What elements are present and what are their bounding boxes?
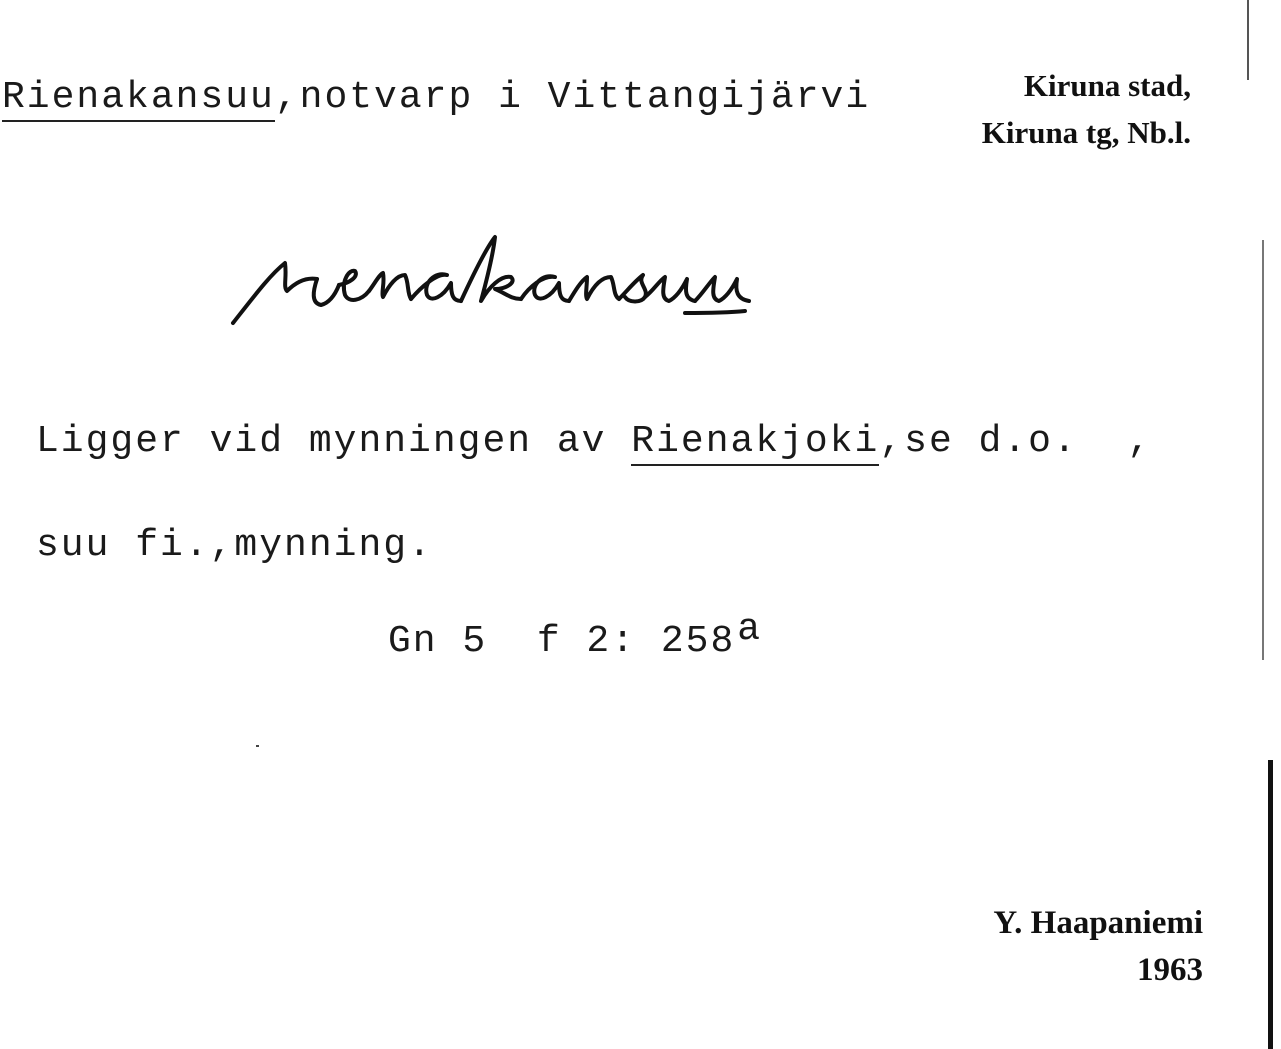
source-reference [388,608,763,663]
card-edge-top [1247,0,1249,80]
cross-reference: Rienakjoki [631,420,879,466]
headword-description: ,notvarp i Vittangijärvi [274,76,871,119]
card-edge-bottom [1268,760,1273,1049]
body-line-1-prefix: Ligger vid mynningen av [36,420,632,463]
headword: Rienakansuu [2,76,275,122]
source-reference-suffix: a [737,608,763,651]
handwritten-pronunciation [225,225,925,335]
author: Y. Haapaniemi [993,905,1203,941]
body-line-1 [36,420,1152,463]
body-line-2: suu fi.,mynning. [36,524,433,567]
body-line-1-suffix: ,se d.o. , [879,420,1153,463]
year: 1963 [1137,952,1203,988]
card-edge-middle [1262,240,1264,660]
region-line-1: Kiruna stad, [1023,68,1191,103]
headword-line [2,76,870,119]
region-line-2: Kiruna tg, Nb.l. [981,115,1191,150]
source-reference-main: Gn 5 f 2: 258 [388,620,736,663]
ink-speck [256,745,259,747]
